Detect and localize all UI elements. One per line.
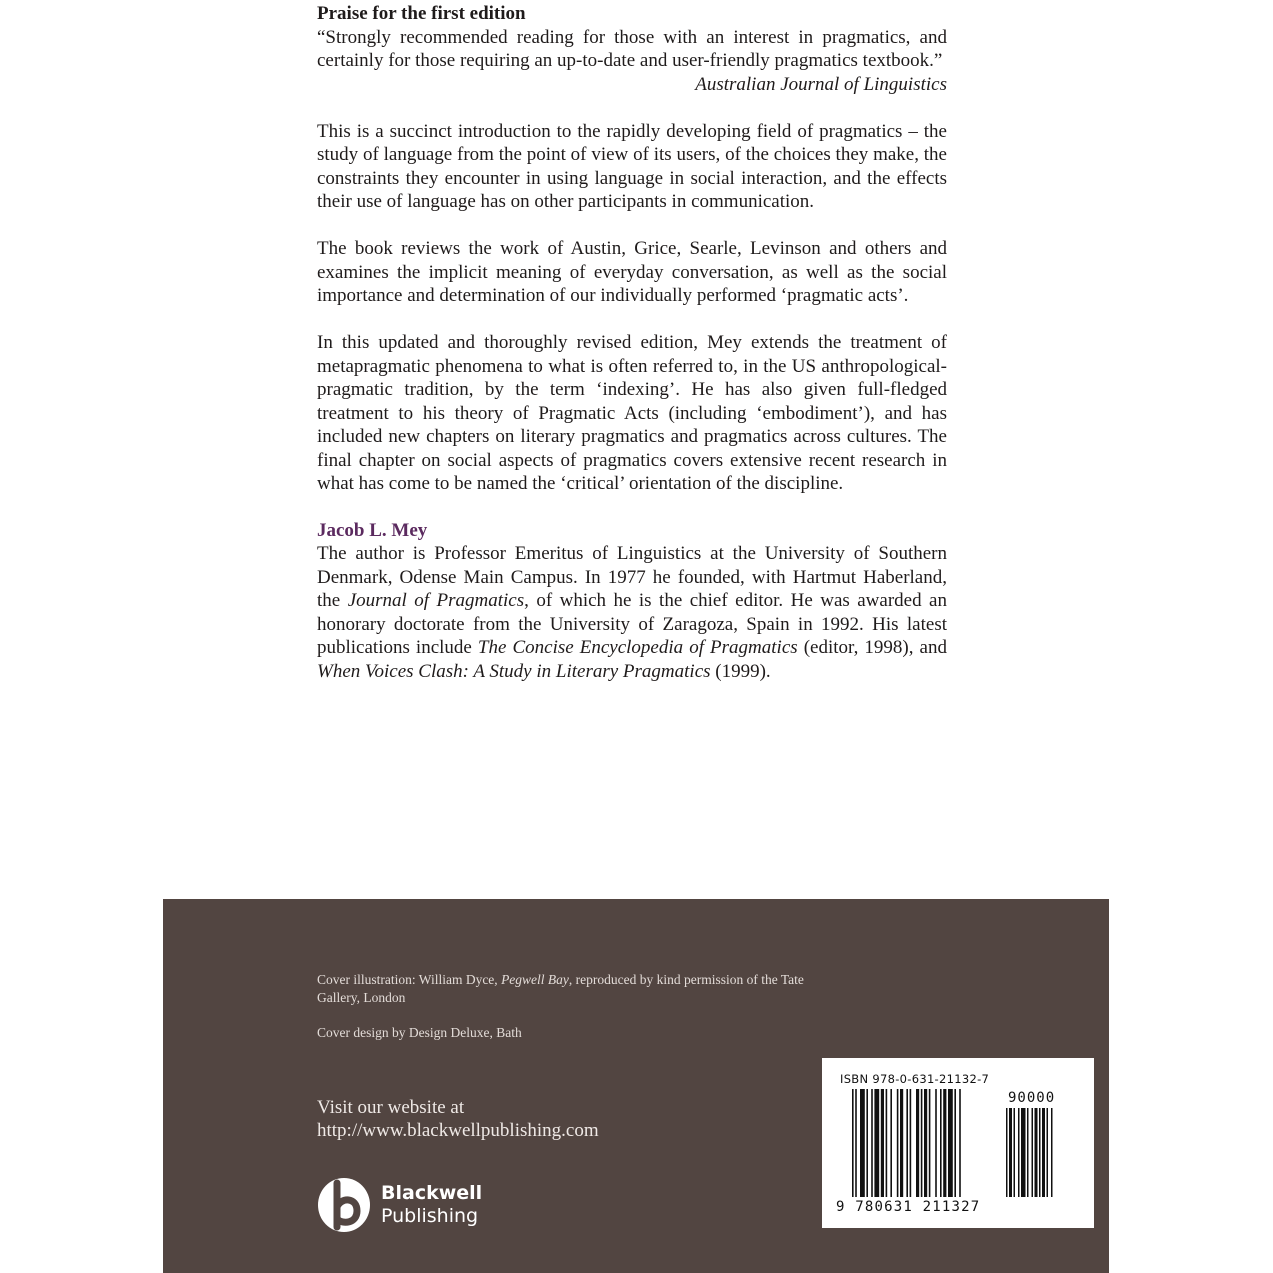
addon-bar bbox=[1032, 1108, 1034, 1197]
barcode-bar bbox=[954, 1089, 956, 1197]
website-url[interactable]: http://www.blackwellpublishing.com bbox=[317, 1120, 599, 1141]
barcode-bar bbox=[921, 1089, 923, 1197]
barcode-bar bbox=[900, 1089, 903, 1197]
addon-bar bbox=[1027, 1108, 1029, 1197]
addon-bar bbox=[1039, 1108, 1041, 1197]
barcode-bar bbox=[897, 1089, 899, 1197]
author-bio: The author is Professor Emeritus of Linguistics at the University of Southern Denmark, Odense Main Campus. In 1977 he founded, with Hartmut Haberland, the Journal of Pragmatics, of which he is the chief editor. He was awarded an honorary doctorate from the University of Zaragoza, Spain in 1992. His latest publications include The Concise Encyclopedia of Pragmatics (editor, 1998), and When Voices Clash: A Study in Literary Pragmatics (1999). bbox=[317, 543, 947, 682]
journal-title: Journal of Pragmatics bbox=[347, 590, 525, 611]
barcode-bar bbox=[871, 1089, 873, 1197]
praise-quote: “Strongly recommended reading for those with an interest in pragmatics, and certainly for those requiring an up-to-date and user-friendly pragmatics textbook.” bbox=[317, 26, 947, 71]
praise-heading: Praise for the first edition bbox=[317, 3, 526, 24]
addon-bar bbox=[1021, 1108, 1026, 1197]
blackwell-b-logo-icon bbox=[317, 1177, 371, 1233]
barcode-bar bbox=[924, 1089, 927, 1197]
price-code: 90000 bbox=[1008, 1090, 1056, 1106]
addon-bar bbox=[1047, 1108, 1049, 1197]
description-paragraph-2: The book reviews the work of Austin, Grice, Searle, Levinson and others and examines the implicit meaning of everyday conversation, as well as the social importance and determination of our individually performed ‘pragmatic acts’. bbox=[317, 238, 947, 306]
barcode-bar bbox=[916, 1089, 919, 1197]
addon-bar bbox=[1042, 1108, 1045, 1197]
design-credit: Cover design by Design Deluxe, Bath bbox=[317, 1025, 522, 1040]
barcode-bar bbox=[910, 1089, 912, 1197]
barcode-bar bbox=[886, 1089, 888, 1197]
book-title-2: When Voices Clash: A Study in Literary Pragmatics bbox=[317, 660, 711, 682]
addon-bar bbox=[1051, 1108, 1053, 1197]
back-cover-text bbox=[317, 0, 947, 683]
barcode-bar bbox=[852, 1089, 854, 1197]
cover-credits bbox=[317, 971, 837, 1059]
barcode-bar bbox=[948, 1089, 953, 1197]
bottom-panel bbox=[163, 899, 1109, 1273]
description-paragraph-1: This is a succinct introduction to the rapidly developing field of pragmatics – the study of language from the point of view of its users, of the choices they make, the constraints they encounter in using language in social interaction, and the effects their use of language has on other participants in communication. bbox=[317, 120, 947, 212]
barcode-bar bbox=[959, 1089, 961, 1197]
description-paragraph-3: In this updated and thoroughly revised edition, Mey extends the treatment of metapragmatic phenomena to what is often referred to, in the US anthropological-pragmatic tradition, by the term ‘indexing’. He has also given full-fledged treatment to his theory of Pragmatic Acts (including ‘embodiment’), and has included new chapters on literary pragmatics and pragmatics across cultures. The final chapter on social aspects of pragmatics covers extensive recent research in what has come to be named the ‘critical’ orientation of the discipline. bbox=[317, 332, 947, 494]
barcode-bar bbox=[906, 1089, 908, 1197]
addon-bar bbox=[1009, 1108, 1012, 1197]
addon-bar bbox=[1014, 1108, 1016, 1197]
barcode-digits: 9 780631 211327 bbox=[836, 1199, 981, 1215]
barcode-bar bbox=[866, 1089, 868, 1197]
barcode-bar bbox=[940, 1089, 942, 1197]
website-label: Visit our website at bbox=[317, 1097, 465, 1118]
barcode-bar bbox=[881, 1089, 884, 1197]
barcode-bar bbox=[855, 1089, 857, 1197]
publisher-logo bbox=[317, 1177, 497, 1237]
barcode-bar bbox=[860, 1089, 865, 1197]
praise-source: Australian Journal of Linguistics bbox=[695, 73, 947, 95]
barcode-bar bbox=[874, 1089, 879, 1197]
addon-bar bbox=[1035, 1108, 1038, 1197]
barcode-bar bbox=[935, 1089, 937, 1197]
book-title-1: The Concise Encyclopedia of Pragmatics bbox=[477, 637, 798, 658]
addon-bar bbox=[1018, 1108, 1020, 1197]
barcode-bar bbox=[929, 1089, 931, 1197]
isbn-label: ISBN 978-0-631-21132-7 bbox=[840, 1072, 990, 1086]
publisher-name: Blackwell Publishing bbox=[381, 1182, 483, 1227]
website-notice bbox=[317, 1096, 599, 1142]
isbn-barcode bbox=[822, 1058, 1094, 1228]
barcode-bar bbox=[943, 1089, 946, 1197]
author-name: Jacob L. Mey bbox=[317, 519, 428, 541]
illustration-credit: Cover illustration: William Dyce, Pegwell Bay, reproduced by kind permission of the Tate Gallery, London bbox=[317, 972, 804, 1005]
barcode-bar bbox=[890, 1089, 892, 1197]
addon-bar bbox=[1006, 1108, 1008, 1197]
